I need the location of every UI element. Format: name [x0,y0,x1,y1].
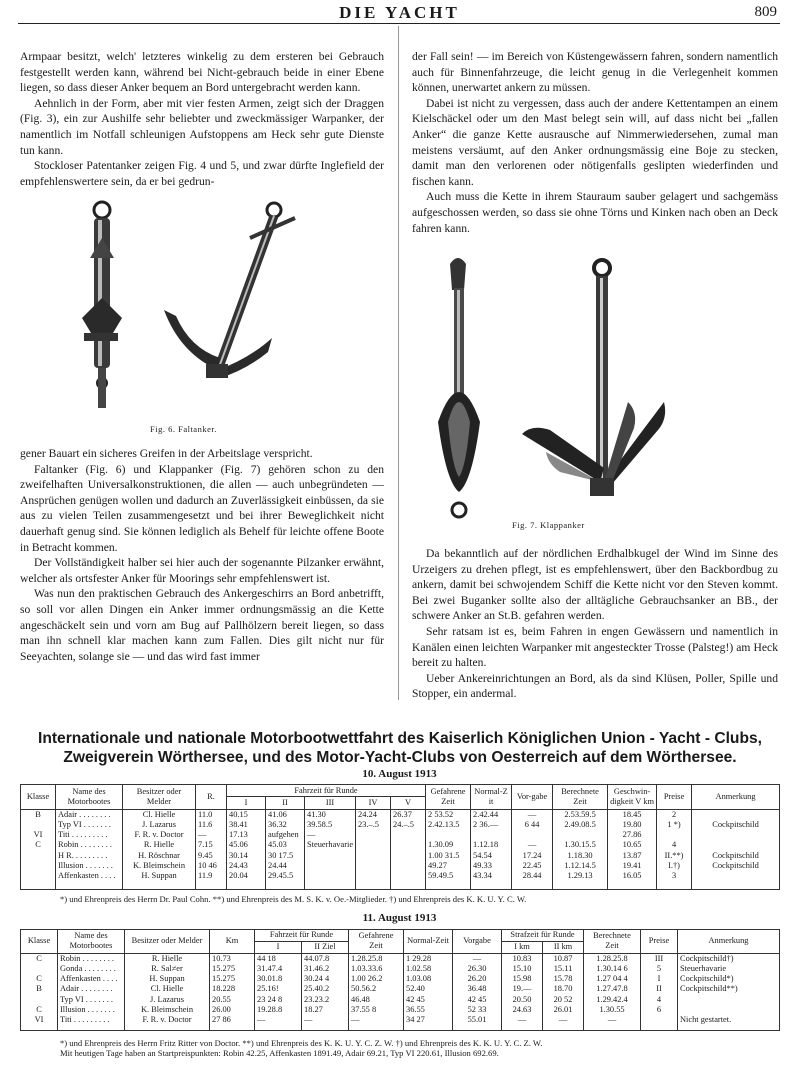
cell: 1 29.28 1.02.58 1.03.08 52.40 42 45 36.55 34 27 [404,953,453,1030]
cell: B VI C [21,809,56,889]
cell: 1.28.25.8 1.03.33.6 1.00 26.2 50.56.2 46.48 37.55 8 — [349,953,404,1030]
cell: 2 53.52 2.42.13.5 1.30.09 1.00 31.5 49.27 59.49.5 [426,809,471,889]
col-header: R. [196,785,227,810]
cell: — 26.30 26.20 36.48 42 45 52 33 55.01 [453,953,502,1030]
table1-date: 10. August 1913 [362,768,437,780]
paragraph: der Fall sein! — im Bereich von Küstengewässern fahren, sondern namentlich auch für Binnenfahrzeuge, die leicht genug in die Verlegenheit kommen können, unerwartet ankern zu müssen. [412,50,778,95]
cell: 41.30 39.58.5 — Steuerhavarie [305,809,356,889]
col-header: Preise [641,930,678,954]
results-table-august-11 [20,929,780,1031]
cell: 2.53.59.5 2.49.08.5 1.30.15.5 1.18.30 1.12.14.5 1.29.13 [553,809,608,889]
cell: 10.87 15.11 15.78 18.70 20 52 26.01 — [543,953,584,1030]
paragraph: Was nun den praktischen Gebrauch des Ankergeschirrs an Bord anbetrifft, so soll vor allen Dingen ein Anker immer ordnungsmässig an die Kette angeschäckelt sein und vorn am Bug auf Pallhölzern bereit liegen, so dass man ihn schnell klar machen kann zum Fallen. Dies gilt nicht nur für Seeyachten, solange sie — und das wird fast immer [20,587,384,663]
paragraph: Sehr ratsam ist es, beim Fahren in engen Gewässern und namentlich in Kanälen einen leichten Warpanker mit angesteckter Trosse (Palsteg!) am Heck bereit zu halten. [412,624,778,670]
right-column-bottom [412,546,778,702]
col-header: Klasse [21,785,56,810]
paragraph: Armpaar besitzt, welch' letzteres winkelig zu dem ersteren bei Gebrauch festgestellt werden kann, während bei Nicht-gebrauch beide in einer Ebene liegen, so dass dieser Anker bequem an Bord untergebracht werden kann. [20,50,384,95]
table-body-row [21,953,780,1030]
paragraph: Faltanker (Fig. 6) und Klappanker (Fig. 7) gehören schon zu den zweifelhaften Universalkonstruktionen, die allen — auch unbegründeten — Ansprüchen genügen wollen und dadurch an Zuverlässigkeit einbüssen, da sie aus zu vielen Teilen zusammengesetzt und bei ihrer Beweglichkeit nicht dauerhaft genug sind. Sie können lediglich als Behelf für leichte offene Boote in Betracht kommen. [20,462,384,554]
fig6-caption: Fig. 6. Faltanker. [150,424,217,434]
col-header: Fahrzeit für Runde [255,930,349,942]
klappanker-illustration [428,252,668,520]
paragraph: Dabei ist nicht zu vergessen, dass auch der andere Kettentampen an einem Kielschäckel oder um den Mast belegt sein will, auf dass nicht bei „fallen Anker“ die ganze Kette ausrausche auf Nimmerwiedersehen, zumal man meistens versäumt, auf den Anker ordnungsmässig eine Boje zu stecken, damit man den verlorenen oder nötigenfalls geslipten wiederfinden und fischen kann. [412,96,778,188]
col-header: Besitzer oder Melder [123,785,196,810]
cell: Cl. Hielle J. Lazarus F. R. v. Doctor R. Hielle H. Röschnar K. Bleimschein H. Suppan [123,809,196,889]
cell: 26.37 24.–.5 [391,809,426,889]
race-results-title: Internationale und nationale Motorbootwettfahrt des Kaiserlich Königlichen Union - Yacht - Clubs, Zweigverein Wörthersee, und des Motor-Yacht-Clubs von Oesterreich auf dem Wörthersee. [37,730,762,766]
cell: 44 18 31.47.4 30.01.8 25.16! 23 24 8 19.28.8 — [255,953,302,1030]
table2-start-note: Mit heutigen Tage haben an Startpreispunkten: Robin 42.25, Affenkasten 1891.49, Adair 69.21, Typ VI 220.61, Illusion 692.69. [60,1048,499,1058]
paragraph: gener Bauart ein sicheres Greifen in der Arbeitslage verspricht. [20,447,313,460]
paragraph: Stockloser Patentanker zeigen Fig. 4 und 5, und zwar dürfte Inglefield der empfehlenswertere sein, da er bei gedrun- [20,159,384,188]
cell: C C B C VI [21,953,58,1030]
col-header: Normal-Zeit [404,930,453,954]
cell: Cockpitschild†) Steuerhavarie Cockpitschild*) Cockpitschild**) Nicht gestartet. [678,953,780,1030]
col-header: II [266,797,305,809]
table-header-row [21,785,780,797]
left-column-bottom [20,446,384,664]
page-number: 809 [754,4,777,20]
col-header: I km [502,941,543,953]
cell: 41.06 36.32 aufgehen 45.03 30 17.5 24.44 29.45.5 [266,809,305,889]
col-header: Vor-gabe [512,785,553,810]
col-header: Name des Motorbootes [56,785,123,810]
col-header: Berechnete Zeit [553,785,608,810]
cell: 10.73 15.275 15.275 18.228 20.55 26.00 27 86 [210,953,255,1030]
fig7-caption: Fig. 7. Klappanker [512,520,585,530]
paragraph: Da bekanntlich auf der nördlichen Erdhalbkugel der Wind im Sinne des Urzeigers zu drehen pflegt, ist es empfehlenswert, über den Backbordbug zu ankern, damit bei schwojendem Schiff die Kette nicht vor den Steven kommt. Bei zwei Buganker sollte also der alltägliche Gebrauchsanker an BB., der schwere Anker an St.B. gefahren werden. [412,547,778,623]
right-column-top [412,49,778,236]
table-header-row [21,930,780,942]
col-header: V [391,797,426,809]
table1-footnote: *) und Ehrenpreis des Herrn Dr. Paul Cohn. **) und Ehrenpreis des M. S. K. v. Oe.-Mitglieder. †) und Ehrenpreis des K. K. U. Y. C. W. [60,894,527,904]
paragraph: Der Vollständigkeit halber sei hier auch der sogenannte Pilzanker erwähnt, welcher als ortsfester Anker für Moorings sehr empfehlenswert ist. [20,556,384,585]
cell: Cockpitschild Cockpitschild Cockpitschild [692,809,780,889]
col-header: Fahrzeit für Runde [227,785,426,797]
column-divider [398,26,399,700]
col-header: Km [210,930,255,954]
cell: 24.24 23.–.5 [356,809,391,889]
col-header: Anmerkung [678,930,780,954]
col-header: Klasse [21,930,58,954]
col-header: IV [356,797,391,809]
cell: Robin . . . . . . . . Gonda . . . . . . . . Affenkasten . . . . Adair . . . . . . . . Typ VI . . . . . . . Illusion . . . . . . . Titi . . . . . . . . . [58,953,125,1030]
table-body-row [21,809,780,889]
paragraph: Aehnlich in der Form, aber mit vier festen Armen, zeigt sich der Draggen (Fig. 3), ein zur Aushilfe sehr beliebter und zweckmässiger Warpanker, der namentlich im Notfall schleunigen Aufstoppens am Heck sehr gute Dienste tun kann. [20,96,384,157]
paragraph: Auch muss die Kette in ihrem Stauraum sauber gelagert und sachgemäss aufgeschossen werden, so dass sie ohne Törns und Kinken nach oben an Deck fahren kann. [412,190,778,235]
col-header: Preise [657,785,692,810]
cell: 1.28.25.8 1.30.14 6 1.27 04 4 1.27.47.8 1.29.42.4 1.30.55 — [584,953,641,1030]
table2-date: 11. August 1913 [362,912,437,924]
cell: 44.07.8 31.46.2 30.24 4 25.40.2 23.23.2 18.27 — [302,953,349,1030]
col-header: Geschwin-digkeit V km [608,785,657,810]
col-header: Strafzeit für Runde [502,930,584,942]
cell: 2.42.44 2 36.— 1.12.18 54.54 49.33 43.34 [471,809,512,889]
col-header: III [305,797,356,809]
cell: 10.83 15.10 15.98 19.— 20.50 24.63 — [502,953,543,1030]
cell: III 5 I II 4 6 [641,953,678,1030]
cell: 11.0 11.6 — 7.15 9.45 10 46 11.9 [196,809,227,889]
paragraph: Ueber Ankereinrichtungen an Bord, als da sind Klüsen, Poller, Spille und Stopper, ein andermal. [412,671,778,701]
header-rule [18,23,780,24]
col-header: I [227,797,266,809]
col-header: Gefahrene Zeit [349,930,404,954]
cell: Adair . . . . . . . . Typ VI . . . . . . . Titi . . . . . . . . . Robin . . . . . . . . H R. . . . . . . . . Illusion . . . . . . . Affenkasten . . . . [56,809,123,889]
cell: — 6 44 — 17.24 22.45 28.44 [512,809,553,889]
col-header: Name des Motorbootes [58,930,125,954]
cell: 40.15 38.41 17.13 45.06 30.14 24.43 20.04 [227,809,266,889]
col-header: Berechnete Zeit [584,930,641,954]
faltanker-illustration [60,198,300,418]
cell: R. Hielle R. Sal≠er H. Suppan Cl. Hielle J. Lazarus K. Bleimschein F. R. v. Doctor [125,953,210,1030]
results-table-august-10 [20,784,780,890]
running-title: DIE YACHT [339,3,460,22]
col-header: Normal-Z it [471,785,512,810]
table2-footnote: *) und Ehrenpreis des Herrn Fritz Ritter von Doctor. **) und Ehrenpreis des K. K. U. Y. C. Z. W. †) und Ehrenpreis des K. K. U. Y. C. Z. W. [60,1038,543,1048]
col-header: Besitzer oder Melder [125,930,210,954]
cell: 2 1 *) 4 II.**) I.†) 3 [657,809,692,889]
cell: 18.45 19.80 27.86 10.65 13.87 19.41 16.05 [608,809,657,889]
col-header: Vorgabe [453,930,502,954]
col-header: II Ziel [302,941,349,953]
col-header: Gefahrene Zeit [426,785,471,810]
left-column-top [20,49,384,189]
col-header: II km [543,941,584,953]
col-header: I [255,941,302,953]
col-header: Anmerkung [692,785,780,810]
